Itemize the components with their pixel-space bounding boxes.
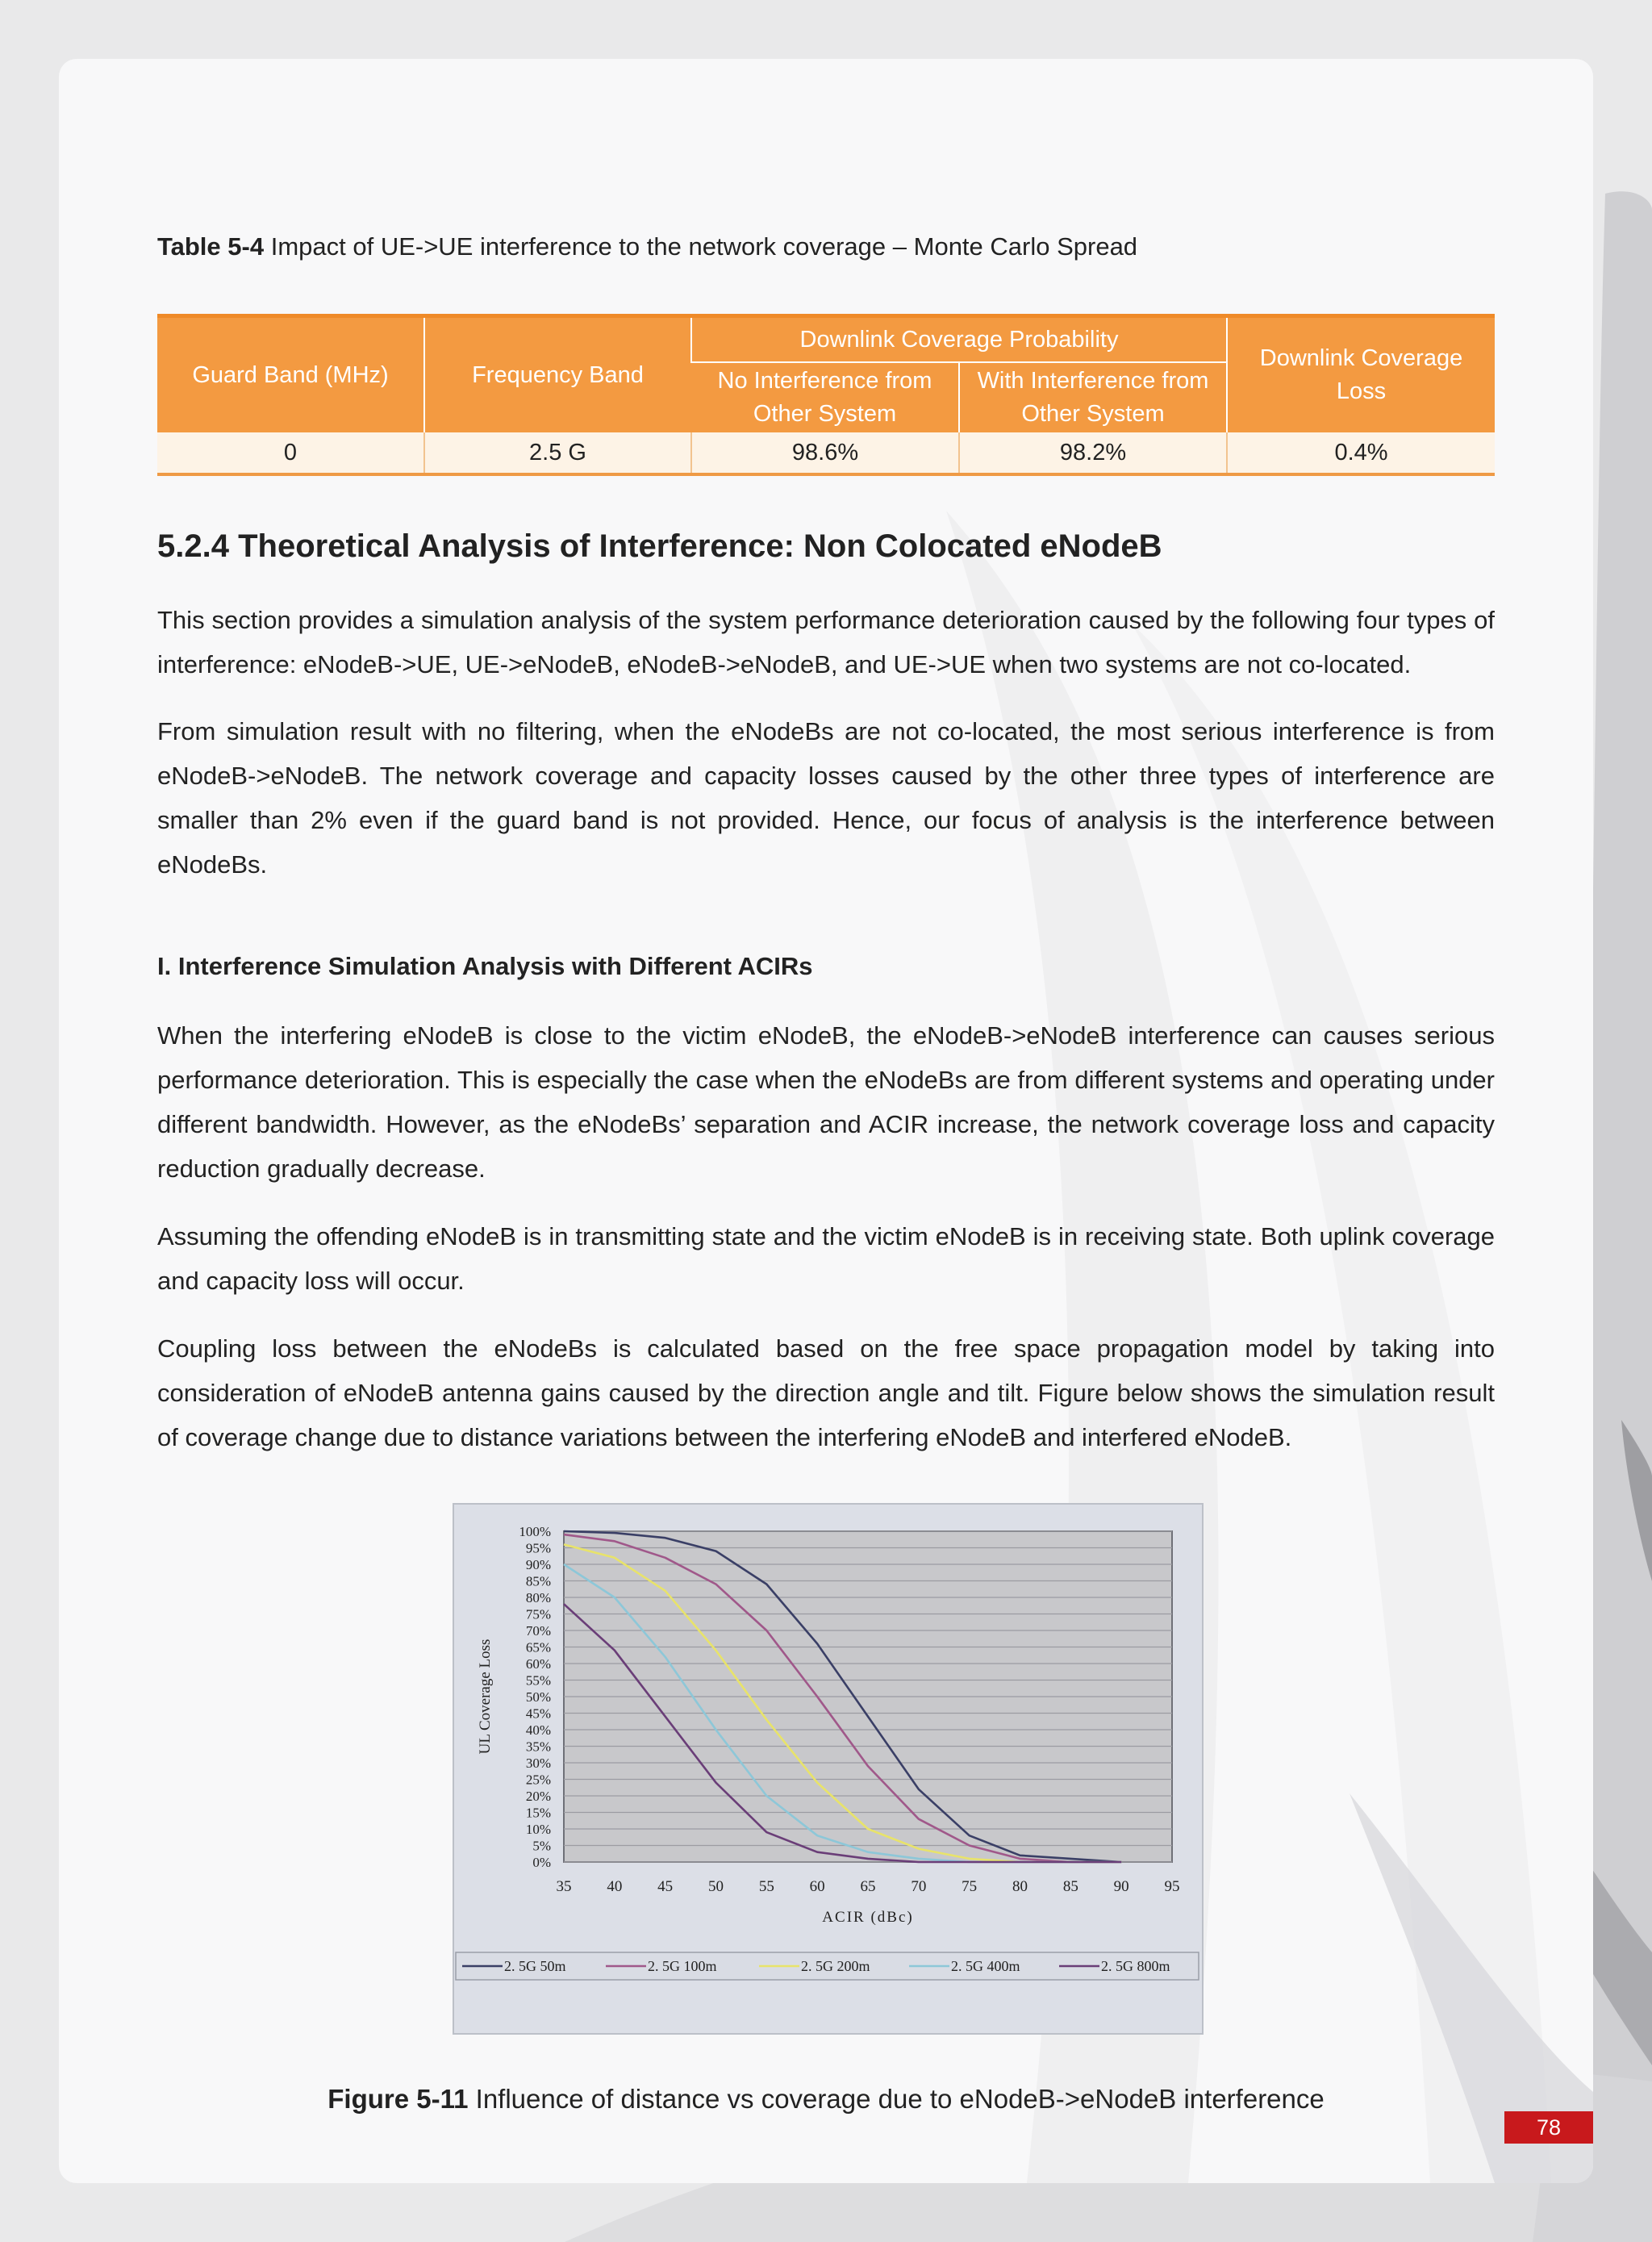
paragraph-5: Coupling loss between the eNodeBs is calculated based on the free space propagation model by taking into consideration of eNodeB antenna gains caused by the direction angle and tilt. Figure below shows the simulation result of coverage change due to distance variations between the interfering eNodeB and interfered eNodeB. xyxy=(157,1334,1495,1451)
x-tick-label: 50 xyxy=(708,1878,724,1895)
header-guard-band: Guard Band (MHz) xyxy=(157,316,424,433)
header-with-interference: With Interference from Other System xyxy=(959,362,1227,432)
table-caption-text: Impact of UE->UE interference to the network coverage – Monte Carlo Spread xyxy=(264,232,1138,261)
paragraph-1: This section provides a simulation analysis of the system performance deterioration caused by the following four types of interference: eNodeB->UE, UE->eNodeB, eNodeB->eNodeB, and UE->UE when two systems are not co-located. xyxy=(157,606,1495,678)
y-tick-label: 95% xyxy=(525,1540,551,1556)
section-title: 5.2.4 Theoretical Analysis of Interference: Non Colocated eNodeB xyxy=(157,528,1162,564)
y-tick-label: 25% xyxy=(525,1772,551,1788)
paragraph-3: When the interfering eNodeB is close to the victim eNodeB, the eNodeB->eNodeB interference can causes serious performance deterioration. This is especially the case when the eNodeBs are from different systems and operating under different bandwidth. However, as the eNodeBs’ separation and ACIR increase, the network coverage loss and capacity reduction gradually decrease. xyxy=(157,1021,1495,1183)
y-tick-label: 35% xyxy=(525,1739,551,1755)
cell-guard-band: 0 xyxy=(157,432,424,474)
subsection-heading: I. Interference Simulation Analysis with Different ACIRs xyxy=(157,952,813,980)
x-tick-label: 95 xyxy=(1164,1878,1180,1895)
page-number: 78 xyxy=(1504,2111,1593,2144)
figure-caption-text: Influence of distance vs coverage due to eNodeB->eNodeB interference xyxy=(468,2084,1325,2114)
x-tick-label: 45 xyxy=(657,1878,674,1895)
table-row xyxy=(157,432,1495,474)
x-tick-label: 90 xyxy=(1113,1878,1129,1895)
x-tick-label: 35 xyxy=(556,1878,572,1895)
x-tick-label: 55 xyxy=(758,1878,774,1895)
y-tick-label: 0% xyxy=(532,1855,551,1870)
y-tick-label: 45% xyxy=(525,1706,551,1722)
x-tick-label: 75 xyxy=(962,1878,978,1895)
y-tick-label: 30% xyxy=(525,1756,551,1771)
legend-label: 2. 5G 100m xyxy=(648,1958,717,1974)
x-tick-label: 85 xyxy=(1062,1878,1078,1895)
y-tick-label: 20% xyxy=(525,1789,551,1804)
y-tick-label: 75% xyxy=(525,1606,551,1622)
document-page xyxy=(59,59,1593,2183)
header-frequency-band: Frequency Band xyxy=(424,316,691,433)
table-caption xyxy=(157,232,1137,261)
legend-label: 2. 5G 200m xyxy=(801,1958,870,1974)
coverage-table xyxy=(157,314,1495,476)
x-tick-label: 70 xyxy=(911,1878,927,1895)
cell-coverage-loss: 0.4% xyxy=(1227,432,1495,474)
figure-caption-label: Figure 5-11 xyxy=(327,2084,469,2114)
cell-frequency-band: 2.5 G xyxy=(424,432,691,474)
coverage-loss-chart xyxy=(453,1503,1204,2035)
paragraph-4: Assuming the offending eNodeB is in transmitting state and the victim eNodeB is in receiving state. Both uplink coverage and capacity loss will occur. xyxy=(157,1222,1495,1295)
y-tick-label: 10% xyxy=(525,1822,551,1837)
x-tick-label: 80 xyxy=(1012,1878,1028,1895)
y-tick-label: 15% xyxy=(525,1805,551,1821)
cell-no-interference: 98.6% xyxy=(691,432,959,474)
x-tick-label: 60 xyxy=(809,1878,825,1895)
cell-with-interference: 98.2% xyxy=(959,432,1227,474)
y-tick-label: 55% xyxy=(525,1672,551,1689)
y-tick-label: 50% xyxy=(525,1689,551,1705)
x-tick-label: 40 xyxy=(607,1878,623,1895)
y-tick-label: 5% xyxy=(532,1838,551,1854)
y-tick-label: 100% xyxy=(519,1524,551,1539)
x-axis-label: ACIR (dBc) xyxy=(822,1909,914,1926)
paragraph-2: From simulation result with no filtering, when the eNodeBs are not co-located, the most serious interference is from eNodeB->eNodeB. The network coverage and capacity losses caused by the other three types of interference are smaller than 2% even if the guard band is not provided. Hence, our focus of analysis is the interference between eNodeBs. xyxy=(157,717,1495,879)
header-dl-coverage-loss: Downlink Coverage Loss xyxy=(1227,316,1495,433)
y-tick-label: 40% xyxy=(525,1722,551,1738)
header-dl-coverage-probability: Downlink Coverage Probability xyxy=(691,316,1227,363)
header-no-interference: No Interference from Other System xyxy=(691,362,959,432)
legend-label: 2. 5G 400m xyxy=(951,1958,1020,1974)
y-tick-label: 90% xyxy=(525,1557,551,1572)
y-axis-label: UL Coverage Loss xyxy=(477,1639,494,1755)
x-tick-label: 65 xyxy=(860,1878,876,1895)
y-tick-label: 65% xyxy=(525,1639,551,1655)
y-tick-label: 85% xyxy=(525,1573,551,1589)
y-tick-label: 70% xyxy=(525,1623,551,1639)
chart-svg xyxy=(454,1505,1202,2033)
legend-label: 2. 5G 800m xyxy=(1101,1958,1170,1974)
y-tick-label: 80% xyxy=(525,1590,551,1605)
legend-label: 2. 5G 50m xyxy=(504,1958,566,1974)
figure-caption xyxy=(157,2084,1495,2115)
y-tick-label: 60% xyxy=(525,1656,551,1672)
table-caption-label: Table 5-4 xyxy=(157,232,265,261)
